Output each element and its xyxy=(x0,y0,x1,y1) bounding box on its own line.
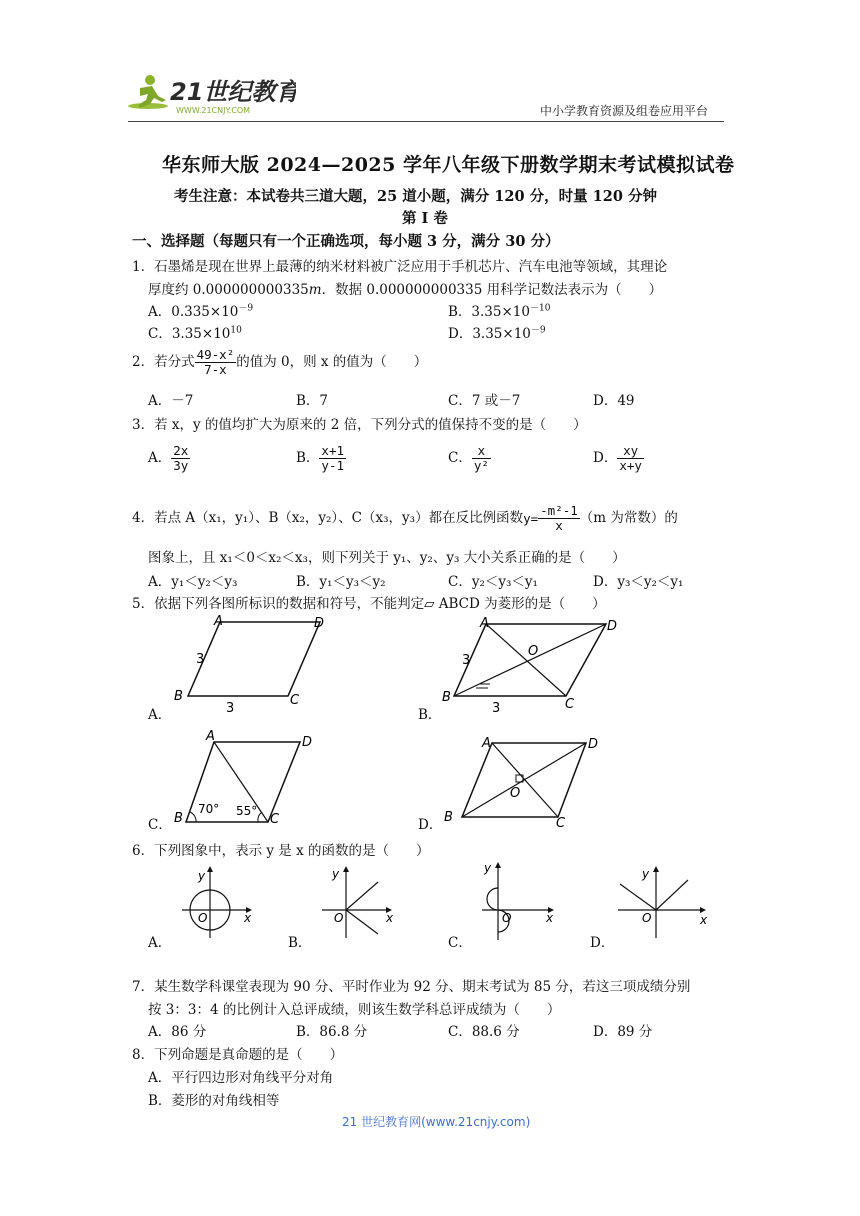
q1-option-a: A．$0.335\times 10^{-9}$ xyxy=(148,303,254,320)
q6-option-b: B． xyxy=(288,935,312,951)
q4-line1: 4．若点 A（x₁，y₁）、B（x₂，y₂）、C（x₃，y₃）都在反比例函数y= $\frac{\text{-m²-1}}{x}$ （m 为常数）的 xyxy=(132,503,678,533)
header-divider xyxy=(128,121,724,122)
svg-text:3: 3 xyxy=(492,701,501,716)
svg-text:O: O xyxy=(334,911,344,925)
svg-text:x: x xyxy=(700,913,708,927)
q2-option-c: C．7 或－7 xyxy=(448,393,521,409)
q6-stem: 6．下列图象中，表示 y 是 x 的函数的是（ ） xyxy=(132,843,430,859)
footer-link[interactable]: 21 世纪教育网(www.21cnjy.com) xyxy=(342,1115,531,1129)
svg-text:C: C xyxy=(565,697,575,712)
q5-stem: 5．依据下列各图所标识的数据和符号，不能判定▱ ABCD 为菱形的是（ ） xyxy=(132,596,606,612)
volume-label: 第 I 卷 xyxy=(402,210,448,227)
logo-url: WWW.21CNJY.COM xyxy=(176,106,251,115)
q3-option-b: B． $\frac{x+1}{y-1}$ xyxy=(296,443,344,473)
q6-graph-b xyxy=(318,862,398,942)
logo-text: 21世纪教育 xyxy=(170,78,296,106)
q2-fraction: $\frac{\text{49-x²}}{7-x}$ xyxy=(196,347,235,377)
q4-function-fraction: $\frac{\text{-m²-1}}{x}$ xyxy=(540,503,578,533)
svg-text:A: A xyxy=(206,729,215,744)
svg-text:C: C xyxy=(270,812,280,826)
svg-text:O: O xyxy=(642,911,652,925)
q1-option-c: C．$3.35\times 10^{10}$ xyxy=(148,325,242,342)
svg-text:x: x xyxy=(244,911,252,925)
q6-option-d: D． xyxy=(590,935,615,951)
q3-option-d: D． $\frac{xy}{x+y}$ xyxy=(593,443,642,473)
q2-stem: 2．若分式 $\frac{\text{49-x²}}{7-x}$ 的值为 0，则 x 的值为（ ） xyxy=(132,347,428,377)
q6-option-a: A． xyxy=(148,935,172,951)
q4-line2: 图象上，且 x₁＜0＜x₂＜x₃，则下列关于 y₁、y₂、y₃ 大小关系正确的是（ ） xyxy=(148,550,626,566)
page-title: 华东师大版 2024—2025 学年八年级下册数学期末考试模拟试卷 xyxy=(162,154,735,176)
svg-text:y: y xyxy=(198,869,206,883)
q4-option-c: C．y₂＜y₃＜y₁ xyxy=(448,574,538,590)
svg-text:D: D xyxy=(302,735,313,750)
q8-option-b: B．菱形的对角线相等 xyxy=(148,1093,280,1109)
q2-option-b: B．7 xyxy=(296,393,329,409)
svg-text:C: C xyxy=(290,693,300,708)
q5-option-c: C． xyxy=(148,817,172,833)
q6-graph-a xyxy=(178,862,258,942)
q4-option-b: B．y₁＜y₃＜y₂ xyxy=(296,574,386,590)
q6-graph-c xyxy=(476,858,556,942)
q4-option-a: A．y₁＜y₂＜y₃ xyxy=(148,574,238,590)
svg-text:55°: 55° xyxy=(236,804,258,818)
q4-option-d: D．y₃＜y₂＜y₁ xyxy=(593,574,684,590)
q7-line1: 7．某生数学科课堂表现为 90 分、平时作业为 92 分、期末考试为 85 分，若这三项成绩分别 xyxy=(132,979,691,995)
svg-text:O: O xyxy=(528,644,539,659)
svg-text:x: x xyxy=(546,911,554,925)
q6-graph-d xyxy=(612,862,712,942)
logo xyxy=(126,70,296,118)
q3-option-a: A． $\frac{2x}{3y}$ xyxy=(148,443,189,473)
q7-option-d: D．89 分 xyxy=(593,1024,653,1040)
q5-option-b: B． xyxy=(418,707,442,723)
svg-text:3: 3 xyxy=(196,652,205,667)
q1-option-b: B．$3.35\times 10^{-10}$ xyxy=(448,303,551,320)
section-heading: 一、选择题（每题只有一个正确选项，每小题 3 分，满分 30 分） xyxy=(132,233,560,250)
svg-text:3: 3 xyxy=(462,653,471,668)
q8-option-a: A．平行四边形对角线平分对角 xyxy=(148,1070,334,1086)
q3-option-c: C． $\frac{x}{\text{y²}}$ xyxy=(448,443,489,473)
q6-option-c: C． xyxy=(448,935,472,951)
svg-text:C: C xyxy=(556,816,566,828)
svg-text:B: B xyxy=(174,689,183,704)
svg-text:O: O xyxy=(510,786,521,801)
q5-figure-a xyxy=(170,612,340,717)
svg-text:y: y xyxy=(332,867,340,881)
svg-text:3: 3 xyxy=(226,701,235,716)
q1-line1: 1．石墨烯是现在世界上最薄的纳米材料被广泛应用于手机芯片、汽车电池等领域，其理论 xyxy=(132,259,668,275)
svg-text:y: y xyxy=(484,861,492,875)
q1-line2: 厚度约 0.000000000335m．数据 0.000000000335 用科学记数法表示为（ ） xyxy=(148,282,663,298)
svg-text:D: D xyxy=(588,737,599,752)
svg-text:A: A xyxy=(480,616,489,631)
svg-text:A: A xyxy=(482,736,491,751)
svg-text:70°: 70° xyxy=(198,802,220,816)
svg-text:D: D xyxy=(607,619,618,634)
q5-figure-d xyxy=(438,733,613,828)
svg-text:B: B xyxy=(442,690,451,705)
q5-option-d: D． xyxy=(418,817,443,833)
q3-stem: 3．若 x，y 的值均扩大为原来的 2 倍，下列分式的值保持不变的是（ ） xyxy=(132,417,587,433)
svg-text:B: B xyxy=(444,810,453,825)
svg-text:D: D xyxy=(314,616,325,631)
svg-text:y: y xyxy=(642,867,650,881)
svg-text:B: B xyxy=(174,811,183,826)
svg-text:x: x xyxy=(386,911,394,925)
q7-line2: 按 3：3：4 的比例计入总评成绩，则该生数学科总评成绩为（ ） xyxy=(148,1002,561,1018)
q5-figure-c xyxy=(170,726,330,826)
q5-option-a: A． xyxy=(148,707,172,723)
q2-option-a: A．－7 xyxy=(148,393,194,409)
q5-figure-b xyxy=(436,612,626,717)
svg-text:O: O xyxy=(502,911,512,925)
q7-option-a: A．86 分 xyxy=(148,1024,207,1040)
q7-option-b: B．86.8 分 xyxy=(296,1024,368,1040)
q2-option-d: D．49 xyxy=(593,393,635,409)
exam-notice: 考生注意：本试卷共三道大题，25 道小题，满分 120 分，时量 120 分钟 xyxy=(174,188,657,205)
q7-option-c: C．88.6 分 xyxy=(448,1024,520,1040)
q8-stem: 8．下列命题是真命题的是（ ） xyxy=(132,1047,344,1063)
q1-option-d: D．$3.35\times 10^{-9}$ xyxy=(448,325,546,342)
header-right-text: 中小学教育资源及组卷应用平台 xyxy=(540,104,709,118)
svg-text:O: O xyxy=(198,911,208,925)
svg-text:A: A xyxy=(214,614,223,629)
